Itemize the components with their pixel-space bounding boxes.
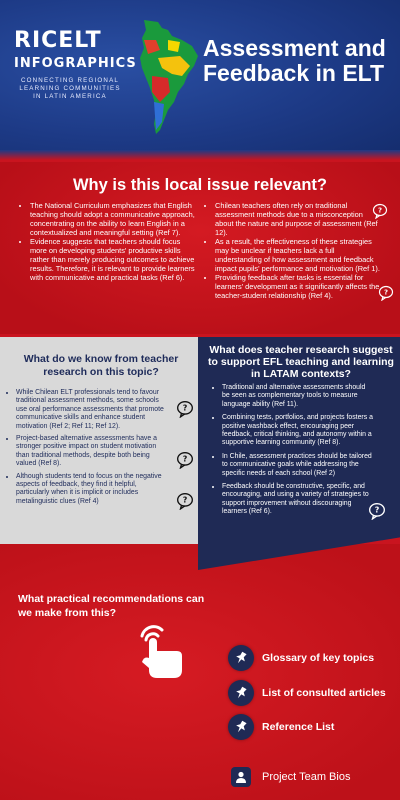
logo-tagline: CONNECTING REGIONAL LEARNING COMMUNITIES IN LATIN AMERICA (19, 77, 121, 100)
list-item: • As a result, the effectiveness of these strategies may be unclear if teachers lack a full understanding of how assessment and feedback impact pupils' performance and motivation (Ref 1). (215, 237, 381, 273)
glossary-link-label[interactable]: Glossary of key topics (262, 652, 375, 664)
recommendations-section (0, 544, 400, 800)
reference-list-link[interactable] (228, 714, 334, 740)
svg-text:?: ? (377, 206, 383, 215)
question-bubble-icon[interactable] (378, 285, 394, 301)
latin-america-map-icon (138, 18, 200, 136)
list-item: • Project-based alternative assessments have a stronger positive impact on student motivation than traditional methods, despite both being valued (Ref 8). (16, 435, 170, 469)
list-item: • While Chilean ELT professionals tend to favour traditional assessment methods, some schools use oral performance assessments that promote communicative skills and enhance student motivation (Ref 2; Ref 11; Ref 12). (16, 389, 170, 431)
person-icon (231, 767, 251, 787)
list-item: • Traditional and alternative assessments should be seen as complementary tools to measure language ability (Ref 11). (222, 384, 374, 409)
list-item: • Providing feedback after tasks is essential for learners' development as it significantly affects the teacher-student relationship (Ref 4). (215, 273, 381, 300)
svg-text:?: ? (374, 505, 380, 515)
tap-hand-icon[interactable] (132, 622, 192, 682)
page-title: Assessment and Feedback in ELT (203, 35, 386, 86)
question-bubble-icon[interactable] (176, 400, 194, 418)
question-bubble-icon[interactable] (372, 203, 388, 219)
svg-text:?: ? (182, 403, 188, 413)
articles-link[interactable] (228, 680, 386, 706)
team-bios-link[interactable] (231, 767, 350, 787)
articles-link-label[interactable]: List of consulted articles (262, 687, 386, 699)
question-bubble-icon[interactable] (176, 451, 194, 469)
question-bubble-icon[interactable] (368, 502, 386, 520)
list-item: • Although students tend to focus on the negative aspects of feedback, they find it helpful, particularly when it is implicit or includes metalinguistic clues (Ref 4) (16, 473, 170, 507)
svg-text:?: ? (182, 495, 188, 505)
known-list (6, 389, 170, 510)
relevance-left-list (20, 201, 198, 282)
relevance-right-list (205, 201, 381, 300)
glossary-link[interactable] (228, 645, 374, 671)
svg-text:?: ? (182, 454, 188, 464)
relevance-title: Why is this local issue relevant? (72, 176, 327, 194)
list-item: • The National Curriculum emphasizes that English teaching should adopt a communicative approach, concentrating on the ability to learn English in a contextualized and meaningful setting (Ref 7). (30, 201, 198, 237)
team-bios-label[interactable]: Project Team Bios (262, 771, 351, 783)
question-bubble-icon[interactable] (176, 492, 194, 510)
practical-title: What practical recommendations can we make from this? (18, 593, 205, 619)
reference-list-link-label[interactable]: Reference List (262, 721, 335, 733)
pin-icon (228, 680, 254, 706)
pin-icon (228, 714, 254, 740)
list-item: • Evidence suggests that teachers should focus more on developing students' productive skills rather than merely producing outcomes to achieve results. Therefore, it is relevant to provide learners with communicative and practical tasks (Ref 6). (30, 237, 198, 282)
suggest-list (212, 384, 374, 522)
svg-text:?: ? (383, 288, 389, 297)
pin-icon (228, 645, 254, 671)
list-item: • Chilean teachers often rely on traditional assessment methods due to a misconception about the nature and purpose of assessment (Ref 12). (215, 201, 381, 237)
suggest-title: What does teacher research suggest to support EFL teaching and learning in LATAM contexts? (208, 344, 394, 380)
logo-subtitle: INFOGRAPHICS (14, 56, 137, 71)
header-banner (0, 0, 400, 160)
list-item: • Combining tests, portfolios, and projects fosters a positive washback effect, encouraging peer feedback, critical thinking, and autonomy within a supportive learning community (Ref 8). (222, 414, 374, 448)
list-item: • In Chile, assessment practices should be tailored to communicative goals while addressing the specific needs of each school (Ref 2) (222, 453, 374, 478)
known-title: What do we know from teacher research on this topic? (23, 353, 179, 378)
logo-name: RICELT (14, 28, 102, 53)
list-item: • Feedback should be constructive, specific, and encouraging, and using a variety of strategies to support improvement without discouraging learners (Ref 6). (222, 483, 374, 517)
